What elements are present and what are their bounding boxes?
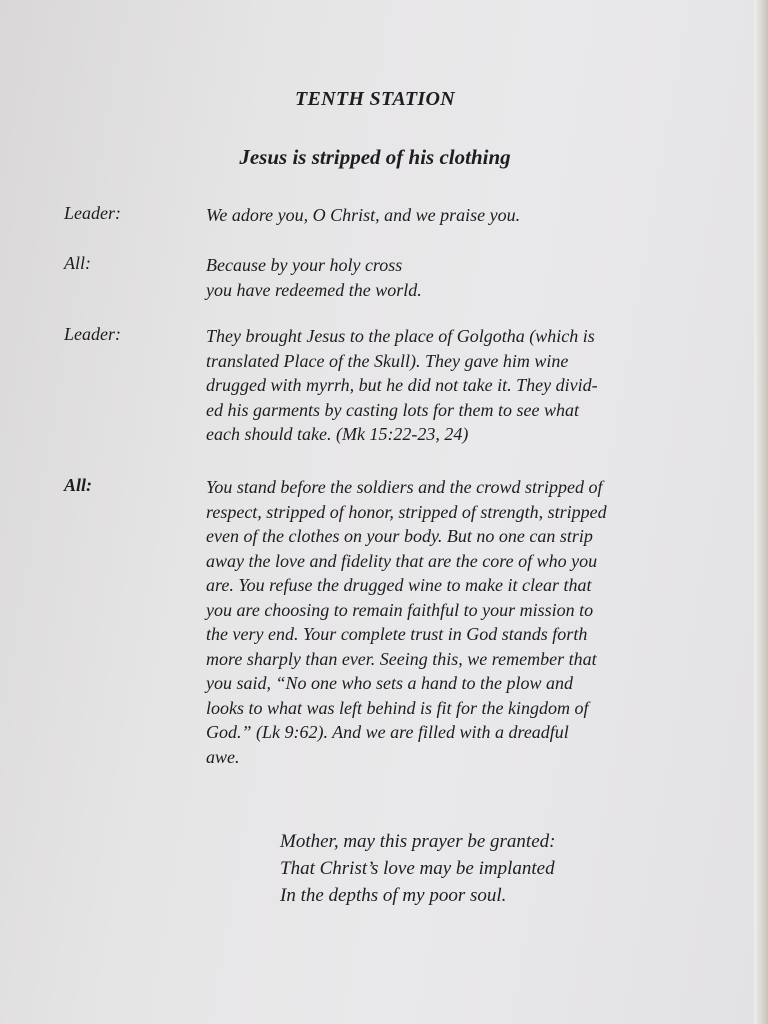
text-line: you have redeemed the world. — [206, 279, 422, 300]
text-line: looks to what was left behind is fit for the kingdom of — [206, 697, 589, 718]
speaker-label: All: — [64, 253, 91, 273]
text-line: You stand before the soldiers and the crowd stripped of — [206, 477, 603, 497]
dialogue-text — [206, 475, 706, 769]
text-line: respect, stripped of honor, stripped of strength, stripped — [206, 501, 607, 522]
text-line: translated Place of the Skull). They gave him wine — [206, 350, 569, 371]
speaker-label: All: — [64, 475, 93, 495]
text-line: each should take. (Mk 15:22-23, 24) — [206, 424, 469, 444]
text-line: more sharply than ever. Seeing this, we remember that — [206, 648, 597, 669]
text-line: are. You refuse the drugged wine to make it clear that — [206, 575, 592, 595]
page-edge — [754, 0, 768, 1024]
text-line: awe. — [206, 746, 240, 767]
text-line: ed his garments by casting lots for them to see what — [206, 399, 579, 420]
speaker-label: Leader: — [64, 324, 121, 344]
text-line: God.” (Lk 9:62). And we are filled with a dreadful — [206, 722, 569, 742]
text-line: away the love and fidelity that are the core of who you — [206, 550, 598, 571]
station-subtitle: Jesus is stripped of his clothing — [239, 145, 511, 169]
text-line: We adore you, O Christ, and we praise you. — [206, 205, 521, 225]
text-line: you said, “No one who sets a hand to the plow and — [206, 673, 574, 693]
text-line: They brought Jesus to the place of Golgotha (which is — [206, 326, 595, 346]
text-line: the very end. Your complete trust in God stands forth — [206, 624, 588, 644]
prayer-line: Mother, may this prayer be granted: — [280, 831, 556, 852]
text-line: even of the clothes on your body. But no one can strip — [206, 526, 593, 546]
speaker-label: Leader: — [64, 203, 121, 223]
prayer-line: In the depths of my poor soul. — [280, 885, 507, 906]
dialogue-text — [206, 203, 706, 228]
closing-prayer — [280, 828, 555, 909]
dialogue-text — [206, 253, 706, 302]
text-line: Because by your holy cross — [206, 255, 403, 275]
station-title: TENTH STATION — [294, 88, 456, 110]
text-line: you are choosing to remain faithful to your mission to — [206, 599, 594, 620]
text-line: drugged with myrrh, but he did not take it. They divid- — [206, 375, 598, 395]
dialogue-text — [206, 324, 706, 447]
prayer-line: That Christ’s love may be implanted — [280, 858, 555, 879]
